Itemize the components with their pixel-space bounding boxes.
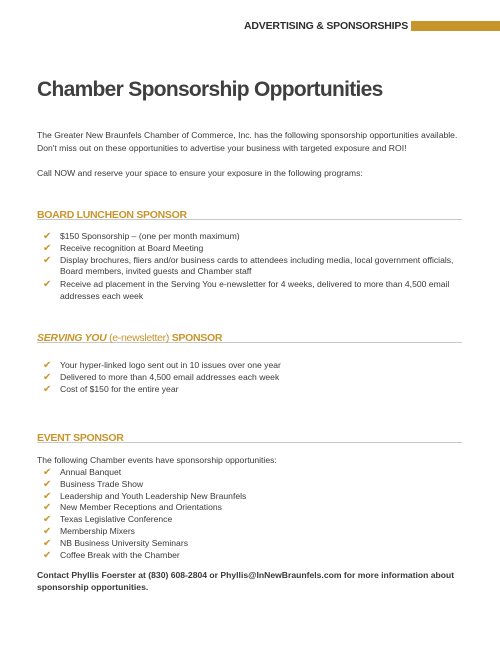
- check-icon: ✔: [43, 242, 52, 254]
- list-item: ✔ Annual Banquet: [43, 467, 122, 478]
- board-luncheon-list: [43, 231, 463, 303]
- check-icon: ✔: [43, 502, 52, 514]
- header-accent-bar: [411, 21, 500, 31]
- list-item: ✔ Display brochures, fliers and/or business cards to attendees including media, local government officials, Board members, invited guests and Chamber staff: [43, 254, 454, 277]
- board-luncheon-heading: [37, 205, 462, 220]
- check-icon: ✔: [43, 279, 52, 291]
- list-item: ✔ Receive ad placement in the Serving You e-newsletter for 4 weeks, delivered to more than 4,500 email addresses each week: [43, 279, 450, 301]
- event-sponsor-title: EVENT SPONSOR: [37, 432, 124, 444]
- list-item: ✔ New Member Receptions and Orientations: [43, 502, 222, 514]
- call-to-action-paragraph: Call NOW and reserve your space to ensure your exposure in the following programs:: [37, 168, 363, 178]
- list-item: ✔ Business Trade Show: [43, 478, 144, 490]
- serving-you-subtitle: (e-newsletter): [106, 332, 172, 344]
- intro-paragraph: The Greater New Braunfels Chamber of Commerce, Inc. has the following sponsorship opportunities available. Don't miss out on these opportunities to advertise your business with targeted exposure and ROI!: [37, 130, 458, 153]
- check-icon: ✔: [43, 549, 52, 561]
- list-item: ✔ Coffee Break with the Chamber: [43, 549, 180, 561]
- serving-you-suffix: SPONSOR: [171, 332, 223, 344]
- serving-you-list: [43, 360, 463, 395]
- page-title: Chamber Sponsorship Opportunities: [37, 78, 383, 101]
- board-luncheon-title: BOARD LUNCHEON SPONSOR: [37, 209, 187, 221]
- check-icon: ✔: [43, 360, 52, 371]
- check-icon: ✔: [43, 490, 52, 502]
- list-item: ✔ Receive recognition at Board Meeting: [43, 242, 204, 254]
- list-item: ✔ $150 Sponsorship – (one per month maximum): [43, 231, 240, 242]
- check-icon: ✔: [43, 383, 52, 395]
- check-icon: ✔: [43, 467, 52, 478]
- check-icon: ✔: [43, 231, 52, 242]
- list-item: ✔ Texas Legislative Conference: [43, 514, 173, 526]
- list-item: ✔ Leadership and Youth Leadership New Braunfels: [43, 490, 247, 502]
- section-label: ADVERTISING & SPONSORSHIPS: [244, 20, 408, 32]
- list-item: ✔ Cost of $150 for the entire year: [43, 383, 179, 395]
- check-icon: ✔: [43, 371, 52, 383]
- contact-info: Contact Phyllis Foerster at (830) 608-2804 or Phyllis@InNewBraunfels.com for more information about sponsorship opportunities.: [37, 570, 455, 592]
- list-item: ✔ NB Business University Seminars: [43, 537, 188, 549]
- list-item: ✔ Delivered to more than 4,500 email addresses each week: [43, 371, 280, 383]
- event-sponsor-heading: [37, 428, 462, 443]
- serving-you-heading: [37, 328, 462, 343]
- event-intro: The following Chamber events have sponsorship opportunities:: [37, 455, 277, 465]
- event-list: [43, 467, 463, 561]
- serving-you-title: SERVING YOU: [37, 332, 107, 344]
- check-icon: ✔: [43, 537, 52, 549]
- list-item: ✔ Your hyper-linked logo sent out in 10 issues over one year: [43, 360, 281, 371]
- page-header: [0, 19, 500, 33]
- check-icon: ✔: [43, 254, 52, 266]
- check-icon: ✔: [43, 525, 52, 537]
- check-icon: ✔: [43, 514, 52, 526]
- list-item: ✔ Membership Mixers: [43, 525, 135, 537]
- check-icon: ✔: [43, 478, 52, 490]
